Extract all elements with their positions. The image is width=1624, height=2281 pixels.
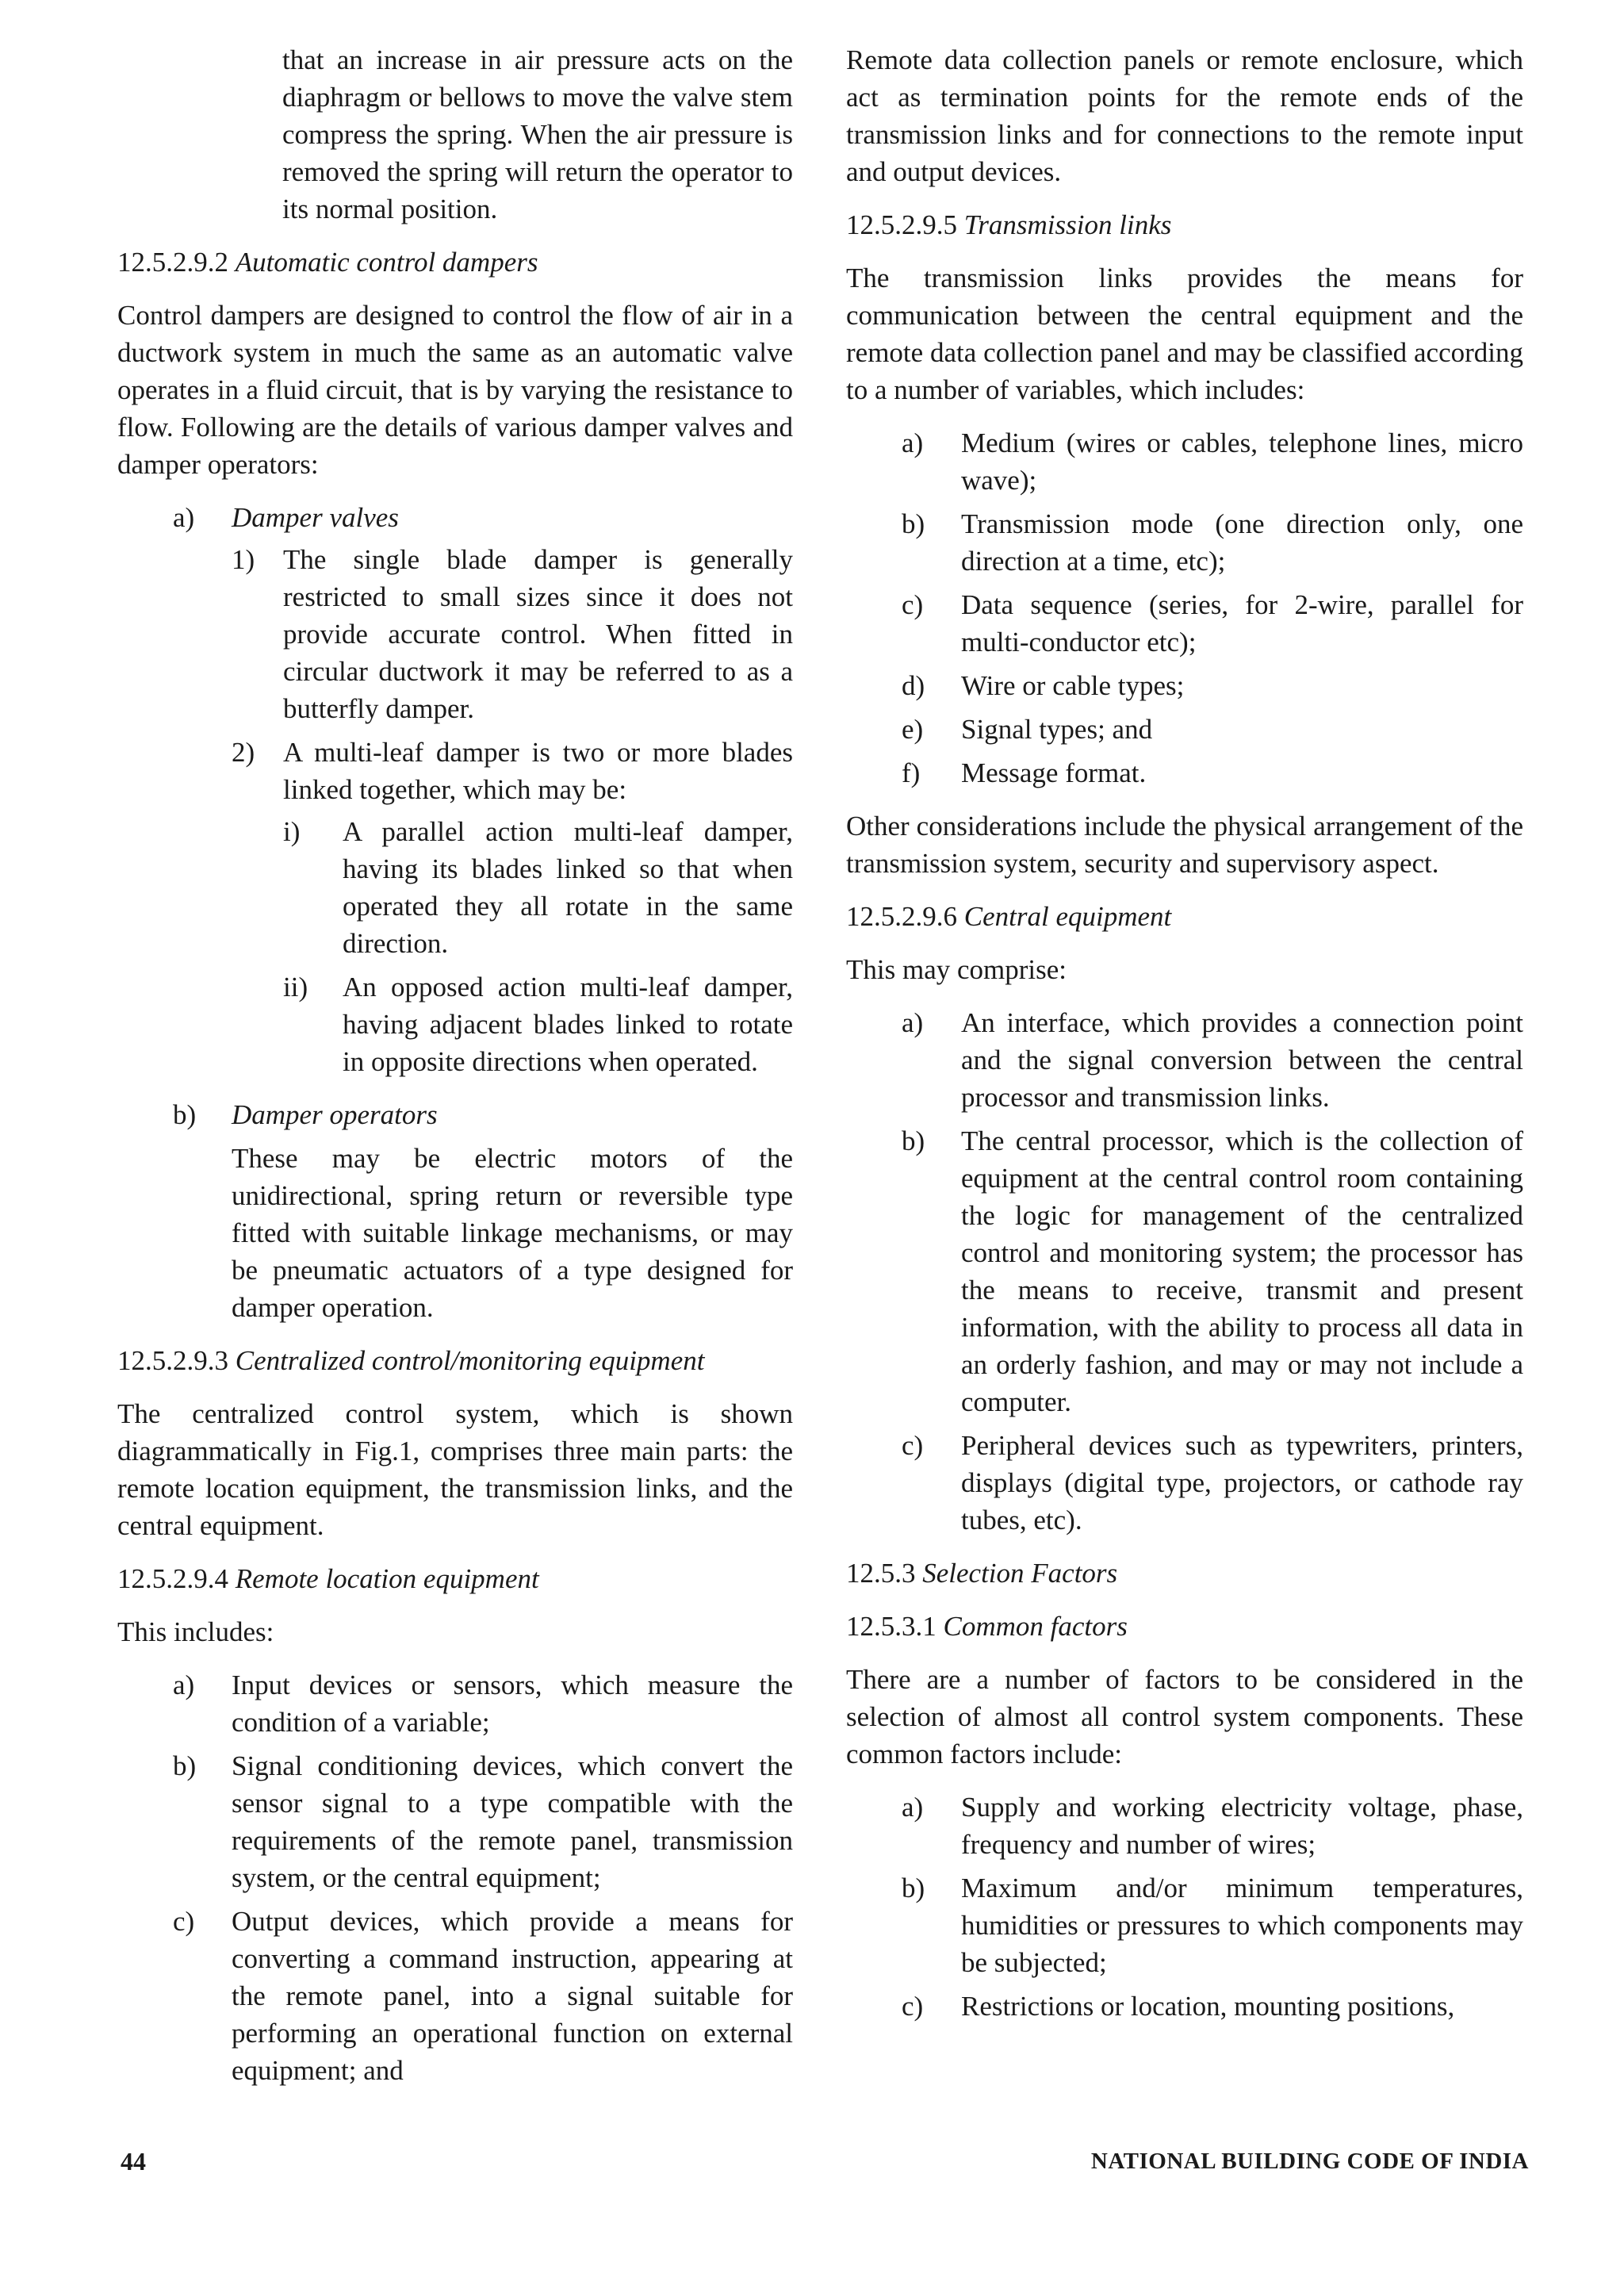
list-item-text: An opposed action multi-leaf damper, having adjacent blades linked to rotate in opposite directions when operated.	[343, 972, 793, 1077]
list-item-text: The single blade damper is generally restricted to small sizes since it does not provide accurate control. When fitted in circular ductwork it may be referred to as a butterfly damper.	[283, 544, 793, 724]
body-paragraph: There are a number of factors to be considered in the selection of almost all control system components. These common factors include:	[846, 1664, 1523, 1769]
section-heading-12-5-2-9-5	[846, 206, 1523, 243]
list-item	[117, 1903, 793, 2089]
list-marker: d)	[902, 670, 925, 701]
list-item-text: These may be electric motors of the unidirectional, spring return or reversible type fitted with suitable linkage mechanisms, or may be pneumatic actuators of a type designed for damper operation.	[232, 1143, 793, 1323]
central-equipment-list	[846, 1004, 1523, 1539]
list-item	[846, 1788, 1523, 1863]
section-heading-12-5-2-9-4	[117, 1560, 793, 1597]
section-heading-12-5-2-9-6	[846, 898, 1523, 935]
list-item-title: Damper valves	[232, 502, 399, 533]
section-title: Centralized control/monitoring equipment	[235, 1345, 705, 1376]
section-title: Selection Factors	[922, 1558, 1118, 1589]
list-item	[846, 586, 1523, 661]
multi-leaf-list	[283, 813, 793, 1080]
list-marker: b)	[173, 1099, 197, 1130]
list-marker: i)	[283, 816, 301, 847]
list-item	[846, 1004, 1523, 1116]
list-marker: a)	[173, 1670, 195, 1700]
list-item	[846, 1988, 1523, 2025]
list-item-text: Wire or cable types;	[961, 670, 1185, 701]
list-item-text: Data sequence (series, for 2-wire, parallel for multi-conductor etc);	[961, 589, 1523, 657]
list-item	[117, 1666, 793, 1741]
list-marker: 2)	[232, 737, 255, 768]
right-column	[846, 41, 1523, 2041]
section-number: 12.5.2.9.6	[846, 901, 957, 932]
section-heading-12-5-3	[846, 1555, 1523, 1592]
body-paragraph: This may comprise:	[846, 954, 1067, 985]
list-item	[846, 1869, 1523, 1981]
list-item-text: Peripheral devices such as typewriters, printers, displays (digital type, projectors, or cathode ray tubes, etc).	[961, 1430, 1523, 1535]
list-item-text: An interface, which provides a connection point and the signal conversion between the central processor and transmission links.	[961, 1007, 1523, 1113]
list-marker: b)	[173, 1750, 197, 1781]
publication-title: NATIONAL BUILDING CODE OF INDIA	[1090, 2149, 1529, 2174]
list-marker: a)	[173, 502, 195, 533]
list-marker: ii)	[283, 972, 308, 1002]
list-marker: 1)	[232, 544, 255, 575]
damper-valves-list	[232, 541, 793, 1080]
list-marker: a)	[902, 1792, 924, 1823]
section-number: 12.5.2.9.2	[117, 247, 228, 278]
list-item	[846, 667, 1523, 704]
list-marker: b)	[902, 1873, 925, 1903]
list-marker: b)	[902, 1125, 925, 1156]
left-column	[117, 41, 793, 2105]
list-marker: c)	[902, 1430, 924, 1461]
transmission-variables-list	[846, 424, 1523, 792]
page-number: 44	[121, 2147, 146, 2176]
list-item-text: Message format.	[961, 757, 1147, 788]
list-item-text: The central processor, which is the collection of equipment at the central control room containing the logic for management of the centralized control and monitoring system; the processor has the means to receive, transmit and present information, with the ability to process all data in an orderly fashion, and may or may not include a computer.	[961, 1125, 1523, 1417]
list-item-text: Input devices or sensors, which measure the condition of a variable;	[232, 1670, 793, 1738]
list-item-text: Signal conditioning devices, which convert the sensor signal to a type compatible with the requirements of the remote panel, transmission system, or the central equipment;	[232, 1750, 793, 1893]
section-title: Common factors	[943, 1611, 1128, 1642]
section-number: 12.5.2.9.3	[117, 1345, 228, 1376]
damper-list	[117, 499, 793, 1326]
list-item-text: Maximum and/or minimum temperatures, humidities or pressures to which components may be subjected;	[961, 1873, 1523, 1978]
body-paragraph: The centralized control system, which is shown diagrammatically in Fig.1, comprises three main parts: the remote location equipment, the transmission links, and the central equipment.	[117, 1398, 793, 1541]
section-title: Automatic control dampers	[235, 247, 538, 278]
list-item	[117, 499, 793, 1080]
section-title: Transmission links	[963, 209, 1172, 240]
list-item	[846, 711, 1523, 748]
list-marker: e)	[902, 714, 924, 745]
list-item	[846, 1427, 1523, 1539]
body-paragraph: The transmission links provides the means for communication between the central equipment and the remote data collection panel and may be classified according to a number of variables, which includes:	[846, 263, 1523, 405]
section-title: Remote location equipment	[235, 1563, 539, 1594]
list-item	[117, 1747, 793, 1896]
section-heading-12-5-2-9-2	[117, 243, 793, 281]
body-paragraph: This includes:	[117, 1616, 274, 1647]
section-number: 12.5.3.1	[846, 1611, 936, 1642]
list-item	[232, 734, 793, 1080]
list-item-text: Medium (wires or cables, telephone lines, micro wave);	[961, 427, 1523, 496]
list-marker: b)	[902, 508, 925, 539]
body-paragraph: Control dampers are designed to control the flow of air in a ductwork system in much the same as an automatic valve operates in a fluid circuit, that is by varying the resistance to flow. Following are the details of various damper valves and damper operators:	[117, 300, 793, 480]
continuation-paragraph: that an increase in air pressure acts on the diaphragm or bellows to move the valve stem compress the spring. When the air pressure is removed the spring will return the operator to its normal position.	[282, 44, 793, 224]
list-item	[117, 1096, 793, 1326]
list-item	[283, 813, 793, 962]
section-heading-12-5-3-1	[846, 1608, 1523, 1645]
remote-equipment-list	[117, 1666, 793, 2089]
section-number: 12.5.3	[846, 1558, 916, 1589]
list-marker: c)	[902, 1991, 924, 2022]
list-marker: c)	[902, 589, 924, 620]
list-item-text: Signal types; and	[961, 714, 1153, 745]
list-item	[283, 968, 793, 1080]
list-marker: a)	[902, 427, 924, 458]
list-item	[846, 754, 1523, 792]
list-item-title: Damper operators	[232, 1099, 438, 1130]
list-item-text: Supply and working electricity voltage, phase, frequency and number of wires;	[961, 1792, 1523, 1860]
list-item-text: A parallel action multi-leaf damper, having its blades linked so that when operated they all rotate in the same direction.	[343, 816, 793, 959]
list-item	[846, 1122, 1523, 1420]
common-factors-list	[846, 1788, 1523, 2025]
list-marker: f)	[902, 757, 921, 788]
list-item-text: Restrictions or location, mounting positions,	[961, 1991, 1455, 2022]
list-marker: a)	[902, 1007, 924, 1038]
list-item	[846, 505, 1523, 580]
section-number: 12.5.2.9.5	[846, 209, 957, 240]
list-item-text: Transmission mode (one direction only, one direction at a time, etc);	[961, 508, 1523, 577]
list-marker: c)	[173, 1906, 195, 1937]
list-item-text: Output devices, which provide a means for converting a command instruction, appearing at the remote panel, into a signal suitable for performing an operational function on external equipment; and	[232, 1906, 793, 2086]
section-title: Central equipment	[963, 901, 1172, 932]
body-paragraph: Other considerations include the physical arrangement of the transmission system, security and supervisory aspect.	[846, 811, 1523, 879]
list-item	[846, 424, 1523, 499]
section-heading-12-5-2-9-3	[117, 1342, 793, 1379]
list-item	[232, 541, 793, 727]
list-item-text: A multi-leaf damper is two or more blades linked together, which may be:	[283, 737, 793, 805]
continuation-paragraph: Remote data collection panels or remote enclosure, which act as termination points for the remote ends of the transmission links and for connections to the remote input and output devices.	[846, 44, 1523, 187]
section-number: 12.5.2.9.4	[117, 1563, 228, 1594]
